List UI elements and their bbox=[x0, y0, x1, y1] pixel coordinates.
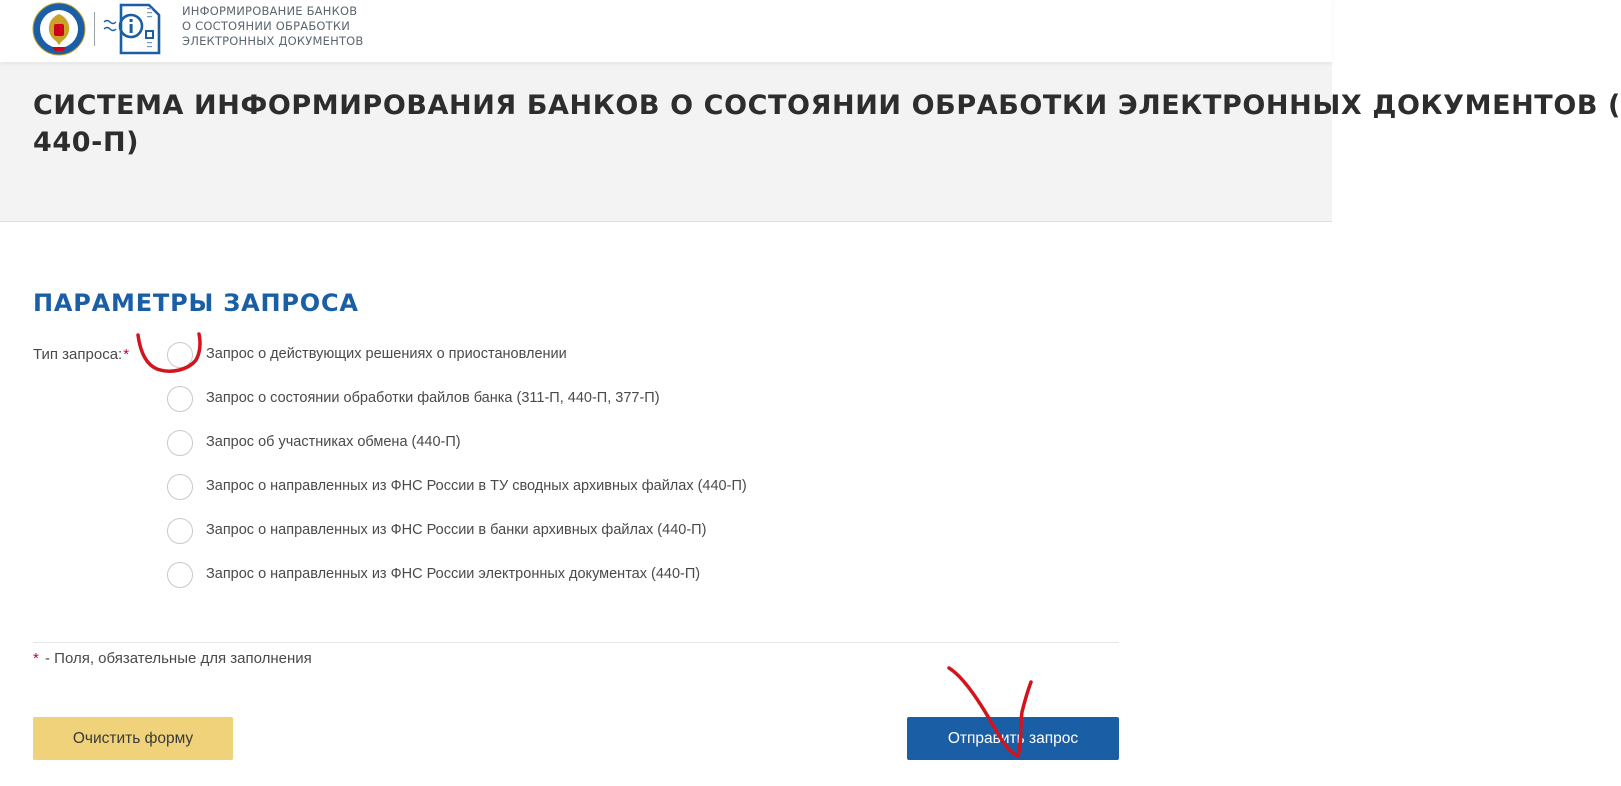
radio-button[interactable] bbox=[167, 562, 193, 588]
radio-option-label[interactable]: Запрос о состоянии обработки файлов банка (311-П, 440-П, 377-П) bbox=[206, 390, 660, 406]
radio-button[interactable] bbox=[167, 386, 193, 412]
request-type-label bbox=[33, 346, 129, 363]
radio-option-exchange-participants[interactable] bbox=[167, 428, 967, 472]
clear-form-button[interactable]: Очистить форму bbox=[33, 717, 233, 760]
info-document-icon bbox=[101, 2, 167, 56]
page-title bbox=[33, 87, 1621, 161]
page-title-line-2: 440-П) bbox=[33, 127, 140, 158]
radio-button[interactable] bbox=[167, 342, 193, 368]
radio-button[interactable] bbox=[167, 430, 193, 456]
radio-option-label[interactable]: Запрос об участниках обмена (440-П) bbox=[206, 434, 461, 450]
required-star: * bbox=[123, 346, 130, 363]
fns-emblem-icon[interactable] bbox=[32, 2, 86, 56]
request-type-radio-group bbox=[167, 340, 967, 604]
radio-option-electronic-documents[interactable] bbox=[167, 560, 967, 604]
form-divider bbox=[33, 642, 1119, 643]
logo-divider bbox=[94, 12, 95, 46]
service-name-line-2: О СОСТОЯНИИ ОБРАБОТКИ bbox=[182, 19, 351, 33]
radio-option-tu-archive-files[interactable] bbox=[167, 472, 967, 516]
service-name-line-1: ИНФОРМИРОВАНИЕ БАНКОВ bbox=[182, 4, 358, 18]
required-note-text: - Поля, обязательные для заполнения bbox=[45, 650, 312, 667]
radio-button[interactable] bbox=[167, 518, 193, 544]
service-name-line-3: ЭЛЕКТРОННЫХ ДОКУМЕНТОВ bbox=[182, 34, 364, 48]
radio-option-bank-file-status[interactable] bbox=[167, 384, 967, 428]
radio-option-label[interactable]: Запрос о направленных из ФНС России в банки архивных файлах (440-П) bbox=[206, 522, 707, 538]
page-title-band bbox=[0, 62, 1621, 222]
radio-option-label[interactable]: Запрос о направленных из ФНС России в ТУ сводных архивных файлах (440-П) bbox=[206, 478, 747, 494]
radio-option-bank-archive-files[interactable] bbox=[167, 516, 967, 560]
radio-option-label[interactable]: Запрос о действующих решениях о приостановлении bbox=[206, 346, 567, 362]
page-title-line-1: СИСТЕМА ИНФОРМИРОВАНИЯ БАНКОВ О СОСТОЯНИИ ОБРАБОТКИ ЭЛЕКТРОННЫХ ДОКУМЕНТОВ ( bbox=[33, 90, 1621, 121]
top-header bbox=[0, 0, 1332, 62]
required-star: * bbox=[33, 650, 39, 667]
required-fields-note bbox=[33, 650, 312, 667]
radio-button[interactable] bbox=[167, 474, 193, 500]
request-type-label-text: Тип запроса: bbox=[33, 346, 123, 363]
section-title: ПАРАМЕТРЫ ЗАПРОСА bbox=[33, 289, 359, 317]
service-name bbox=[182, 4, 402, 49]
submit-request-button[interactable]: Отправить запрос bbox=[907, 717, 1119, 760]
radio-option-suspension-decisions[interactable] bbox=[167, 340, 967, 384]
radio-option-label[interactable]: Запрос о направленных из ФНС России электронных документах (440-П) bbox=[206, 566, 701, 582]
